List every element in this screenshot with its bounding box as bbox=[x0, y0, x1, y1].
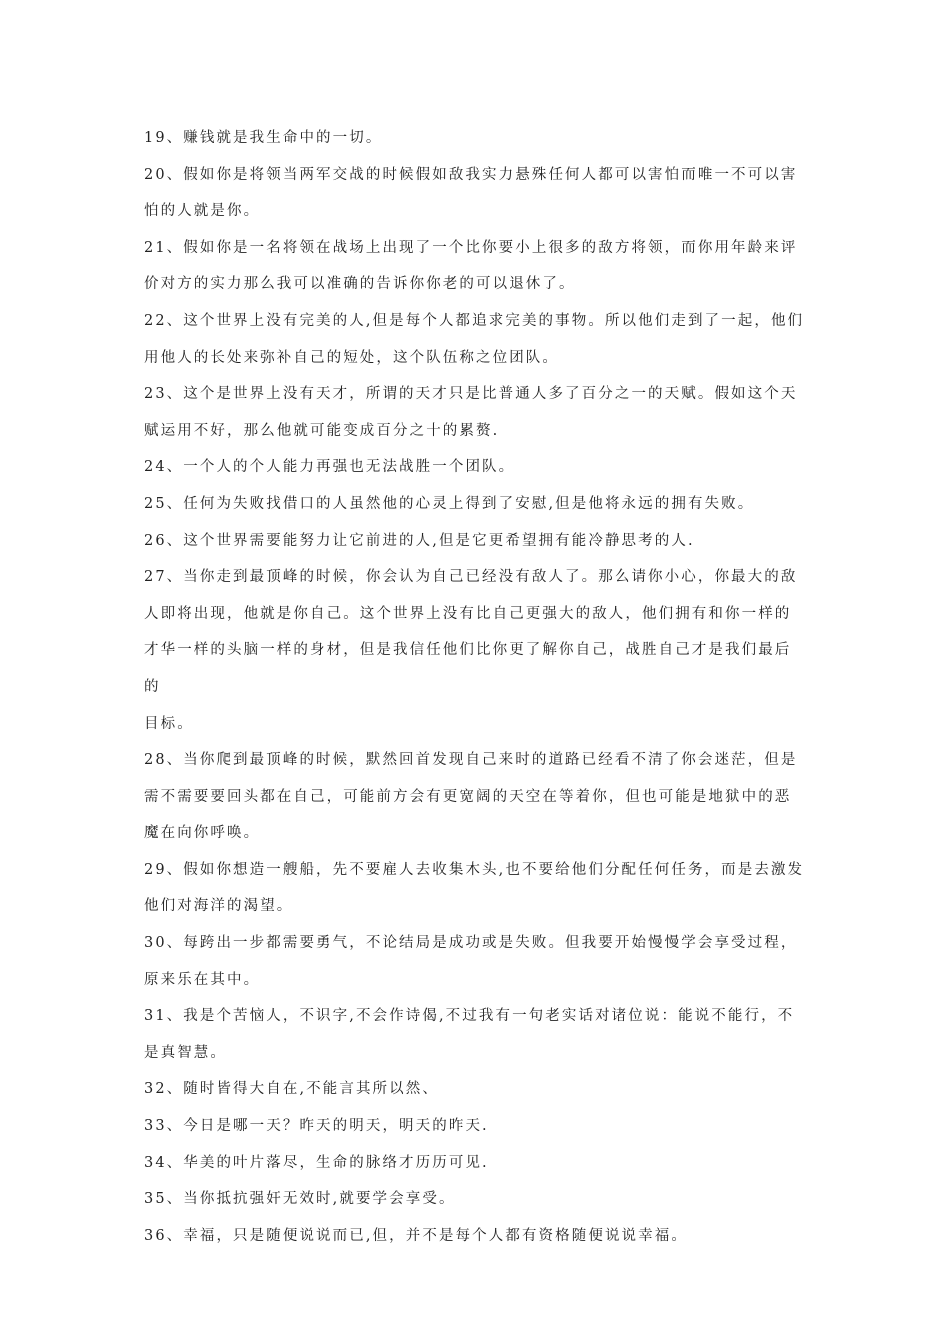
text-line: 的 bbox=[144, 678, 161, 695]
text-line: 25、任何为失败找借口的人虽然他的心灵上得到了安慰,但是他将永远的拥有失败。 bbox=[144, 495, 755, 512]
text-line: 原来乐在其中。 bbox=[144, 971, 261, 988]
text-line: 赋运用不好，那么他就可能变成百分之十的累赘. bbox=[144, 422, 500, 439]
text-line: 人即将出现，他就是你自己。这个世界上没有比自己更强大的敌人，他们拥有和你一样的 bbox=[144, 605, 792, 622]
text-line: 23、这个是世界上没有天才，所谓的天才只是比普通人多了百分之一的天赋。假如这个天 bbox=[144, 386, 798, 403]
text-line: 他们对海洋的渴望。 bbox=[144, 898, 294, 915]
text-line: 26、这个世界需要能努力让它前进的人,但是它更希望拥有能冷静思考的人. bbox=[144, 532, 695, 549]
text-line: 用他人的长处来弥补自己的短处，这个队伍称之位团队。 bbox=[144, 349, 559, 366]
text-line: 19、赚钱就是我生命中的一切。 bbox=[144, 130, 383, 146]
text-line: 目标。 bbox=[144, 715, 194, 732]
text-line: 34、华美的叶片落尽，生命的脉络才历历可见. bbox=[144, 1154, 489, 1171]
text-line: 魔在向你呼唤。 bbox=[144, 825, 261, 842]
text-line: 需不需要要回头都在自己，可能前方会有更宽阔的天空在等着你，但也可能是地狱中的恶 bbox=[144, 788, 792, 805]
text-line: 32、随时皆得大自在,不能言其所以然、 bbox=[144, 1081, 439, 1098]
text-line: 33、今日是哪一天？昨天的明天，明天的昨天. bbox=[144, 1118, 489, 1135]
document-body bbox=[144, 120, 808, 1254]
text-line: 27、当你走到最顶峰的时候，你会认为自己已经没有敌人了。那么请你小心，你最大的敌 bbox=[144, 569, 798, 586]
text-line: 30、每跨出一步都需要勇气，不论结局是成功或是失败。但我要开始慢慢学会享受过程， bbox=[144, 935, 798, 952]
text-line: 24、一个人的个人能力再强也无法战胜一个团队。 bbox=[144, 459, 516, 476]
text-line: 20、假如你是将领当两军交战的时候假如敌我实力悬殊任何人都可以害怕而唯一不可以害 bbox=[144, 166, 798, 183]
text-line: 31、我是个苦恼人，不识字,不会作诗偈,不过我有一句老实话对诸位说：能说不能行，不 bbox=[144, 1008, 795, 1025]
text-line: 是真智慧。 bbox=[144, 1044, 227, 1061]
text-line: 21、假如你是一名将领在战场上出现了一个比你要小上很多的敌方将领，而你用年龄来评 bbox=[144, 239, 798, 256]
text-line: 28、当你爬到最顶峰的时候，默然回首发现自己来时的道路已经看不清了你会迷茫，但是 bbox=[144, 752, 798, 769]
text-line: 价对方的实力那么我可以准确的告诉你你老的可以退休了。 bbox=[144, 276, 576, 293]
text-line: 36、幸福，只是随便说说而已,但，并不是每个人都有资格随便说说幸福。 bbox=[144, 1227, 688, 1244]
text-line: 29、假如你想造一艘船，先不要雇人去收集木头,也不要给他们分配任何任务，而是去激发 bbox=[144, 861, 805, 878]
text-line: 怕的人就是你。 bbox=[144, 203, 261, 220]
text-line: 35、当你抵抗强奸无效时,就要学会享受。 bbox=[144, 1191, 456, 1208]
text-line: 22、这个世界上没有完美的人,但是每个人都追求完美的事物。所以他们走到了一起，他们 bbox=[144, 312, 805, 329]
text-line: 才华一样的头脑一样的身材，但是我信任他们比你更了解你自己，战胜自己才是我们最后 bbox=[144, 642, 792, 659]
